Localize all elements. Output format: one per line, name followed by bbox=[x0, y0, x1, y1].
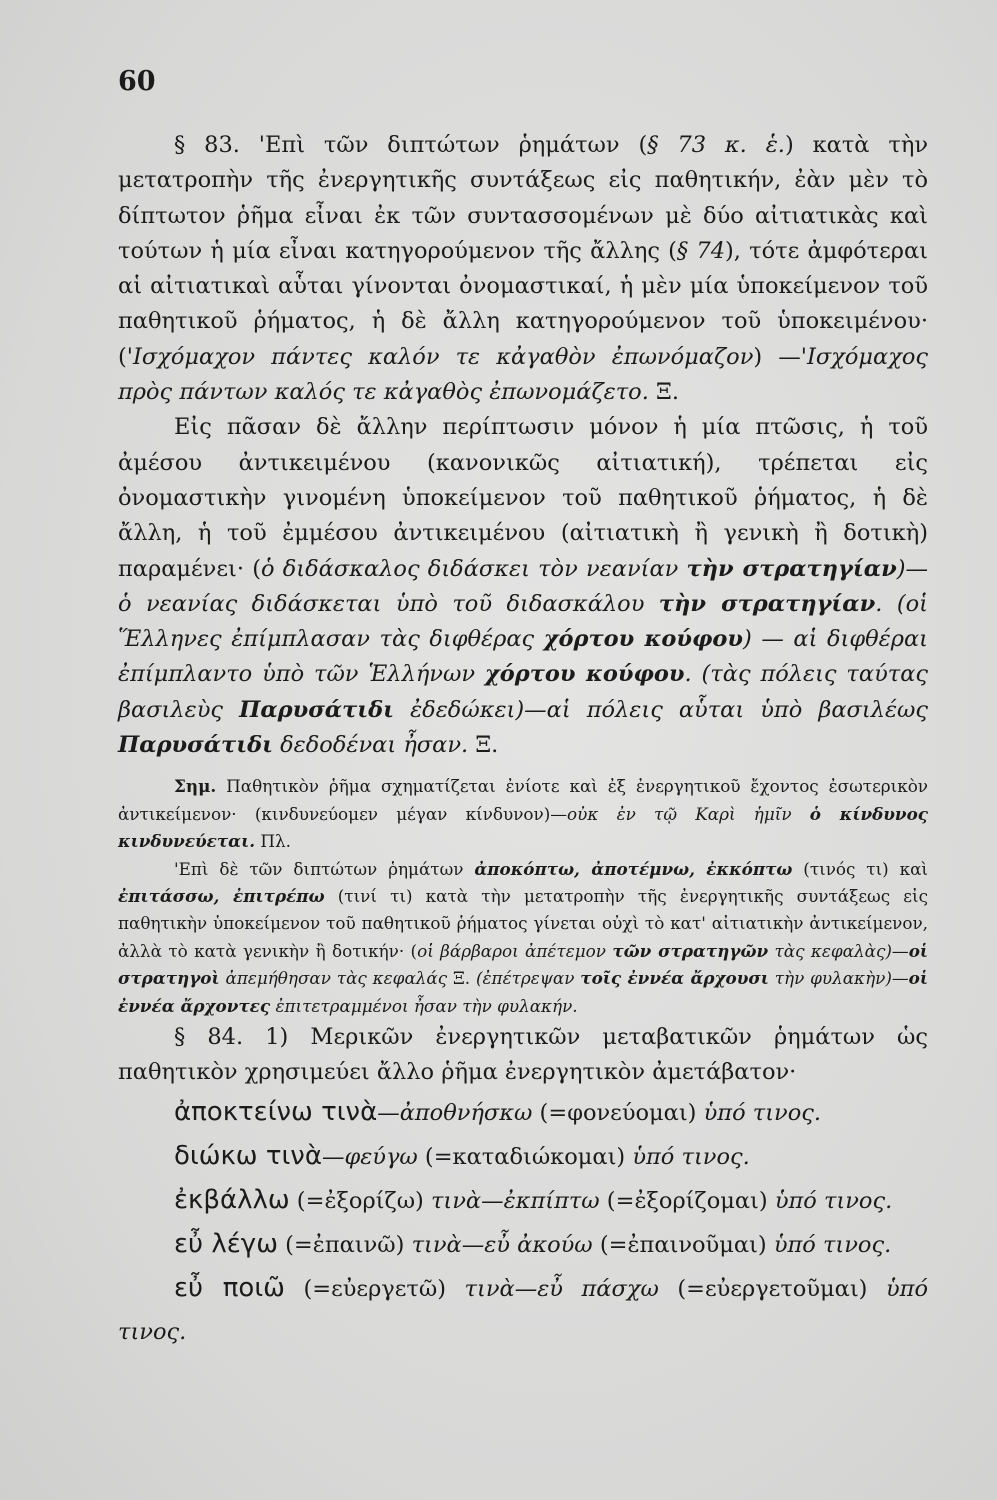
source-abbrev: Ξ. bbox=[648, 379, 680, 406]
note-paragraph-2 bbox=[118, 856, 928, 1020]
section-84-intro: § 84. 1) Μερικῶν ἐνεργητικῶν μεταβατικῶν ῥημάτων ὡς παθητικὸν χρησιμεύει ἄλλο ῥῆμα ἐνεργητικὸν ἀμετάβατον· bbox=[118, 1024, 928, 1086]
text-run: Παθητικὸν ῥῆμα σχηματίζεται ἐνίοτε καὶ ἐξ ἐνεργητικοῦ ἔχοντος ἐσωτερικὸν ἀντικείμενον· (κινδυνεύομεν μέγαν κίνδυνον)— bbox=[118, 776, 928, 824]
verb-gloss: (=ἐξορίζω) bbox=[289, 1187, 431, 1214]
text-run: ) κατὰ τὴν μετατροπὴν τῆς ἐνεργητικῆς συντάξεως εἰς παθητικήν, ἐὰν μὲν τὸ δίπτωτον ῥῆμα εἶναι ἐκ τῶν συντασσομένων μὲ δύο αἰτιατικὰς καὶ τούτων ἡ μία εἶναι κατηγορούμενον τῆς ἄλλης ( bbox=[118, 132, 928, 264]
example-text: τὴν φυλακὴν)— bbox=[774, 968, 909, 989]
section-reference: § 74 bbox=[676, 237, 726, 264]
agent-phrase: ὑπό τινος. bbox=[703, 1099, 822, 1126]
example-emphasis: οἱ στρατηγοὶ bbox=[118, 940, 929, 989]
verb-row bbox=[118, 1091, 928, 1135]
verb-gloss: (=φονεύομαι) bbox=[532, 1099, 704, 1126]
verb-substitute: —φεύγω bbox=[321, 1143, 418, 1170]
example-text: δεδοδέναι ἦσαν. bbox=[280, 732, 469, 759]
section-reference: § 73 κ. ἑ. bbox=[647, 132, 785, 158]
text-run: (τινός τι) καὶ bbox=[792, 858, 928, 879]
verb-gloss: (=ἐξορίζομαι) bbox=[599, 1187, 775, 1214]
example-text: ὁ διδάσκαλος διδάσκει τὸν νεανίαν bbox=[260, 555, 679, 582]
verb-gloss: (=ἐπαινοῦμαι) bbox=[592, 1231, 774, 1258]
example-emphasis: τὴν στρατηγίαν bbox=[658, 590, 876, 617]
note-paragraph-1 bbox=[118, 773, 928, 855]
example-text: οἱ βάρβαροι ἀπέτεμον bbox=[417, 940, 606, 961]
agent-phrase: ὑπό τινος. bbox=[118, 1275, 928, 1345]
example-emphasis: ὁ κίνδυνος κινδυνεύεται. bbox=[118, 803, 928, 852]
text-run: 'Επὶ δὲ τῶν διπτώτων ῥημάτων bbox=[174, 858, 475, 879]
agent-phrase: ὑπό τινος. bbox=[632, 1143, 750, 1170]
verb-row bbox=[118, 1135, 928, 1179]
body-text bbox=[118, 128, 928, 1354]
note-heading: Σημ. bbox=[174, 776, 217, 797]
verb-row bbox=[118, 1223, 928, 1267]
example-text: τὰς κεφαλὰς)— bbox=[774, 940, 909, 961]
example-emphasis: ἀποκόπτω, ἀποτέμνω, ἐκκόπτω bbox=[474, 858, 793, 879]
example-text: 'Ισχόμαχος πρὸς πάντων καλός τε κἀγαθὸς ἐπωνομάζετο. bbox=[118, 343, 928, 406]
example-text: (ἐπέτρεψαν bbox=[476, 968, 575, 989]
verb-substitute: τινὰ—ἐκπίπτω bbox=[430, 1187, 600, 1214]
example-emphasis: οἱ ἐννέα ἄρχοντες bbox=[118, 968, 928, 1016]
verb-gloss: (=εὐεργετῶ) bbox=[284, 1275, 465, 1302]
section-83-paragraph-1 bbox=[118, 128, 928, 410]
source-abbrev: Ξ. bbox=[447, 968, 476, 989]
note-block bbox=[118, 773, 928, 1020]
source-abbrev: Πλ. bbox=[255, 831, 291, 852]
verb-gloss: (=καταδιώκομαι) bbox=[417, 1143, 633, 1170]
agent-phrase: ὑπό τινος. bbox=[774, 1187, 893, 1214]
example-emphasis: τὴν στρατηγίαν bbox=[686, 555, 897, 582]
example-text: οὐκ ἐν τῷ Καρὶ ἡμῖν bbox=[567, 803, 792, 824]
example-text: ἐπιτετραμμένοι ἦσαν τὴν φυλακήν. bbox=[275, 995, 578, 1016]
text-run: (τινί τι) κατὰ τὴν μετατροπὴν τῆς ἐνεργητικῆς συντάξεως εἰς παθητικὴν ὑποκείμενον τοῦ παθητικοῦ ῥήματος γίνεται οὐχὶ τὸ κατ' αἰτιατικὴν ἀντικείμενον, ἀλλὰ τὸ κατὰ γενικὴν ἢ δοτικήν· ( bbox=[118, 885, 928, 961]
example-emphasis: τῶν στρατηγῶν bbox=[612, 940, 769, 961]
example-emphasis: Παρυσάτιδι bbox=[239, 696, 395, 723]
verb-list bbox=[118, 1091, 928, 1354]
verb-active: ἀποκτείνω τινὰ bbox=[174, 1096, 378, 1127]
example-emphasis: Παρυσάτιδι bbox=[118, 732, 273, 759]
example-emphasis: χόρτου κούφου bbox=[484, 661, 685, 688]
text-run: ) — bbox=[753, 343, 801, 370]
verb-active: εὖ λέγω bbox=[174, 1228, 278, 1259]
section-83-paragraph-2 bbox=[118, 410, 928, 763]
text-run: ), τότε ἀμφότεραι αἱ αἰτιατικαὶ αὗται γίνονται ὀνομαστικαί, ἡ μὲν μία ὑποκείμενον τοῦ παθητικοῦ ῥήματος, ἡ δὲ ἄλλη κατηγορούμενον τοῦ ὑποκειμένου· ( bbox=[118, 237, 928, 370]
source-abbrev: Ξ. bbox=[468, 732, 499, 759]
example-text: . (τὰς πόλεις ταύτας βασιλεὺς bbox=[118, 661, 928, 723]
example-text: )—ὁ νεανίας διδάσκεται ὑπὸ τοῦ διδασκάλου bbox=[118, 555, 928, 617]
example-text: ἀπεμήθησαν τὰς κεφαλάς bbox=[225, 968, 448, 989]
example-text: 'Ισχόμαχον πάντες καλόν τε κἀγαθὸν ἐπωνόμαζον bbox=[126, 343, 754, 370]
verb-row bbox=[118, 1267, 928, 1354]
verb-substitute: —ἀποθνήσκω bbox=[377, 1099, 533, 1126]
agent-phrase: ὑπό τινος. bbox=[773, 1231, 892, 1258]
example-text: . (οἱ Ἕλληνες ἐπίμπλασαν τὰς διφθέρας bbox=[118, 590, 928, 653]
verb-row bbox=[118, 1179, 928, 1223]
text-run: Εἰς πᾶσαν δὲ ἄλλην περίπτωσιν μόνον ἡ μία πτῶσις, ἡ τοῦ ἀμέσου ἀντικειμένου (κανονικῶς αἰτιατική), τρέπεται εἰς ὀνομαστικὴν γινομένη ὑποκείμενον τοῦ παθητικοῦ ῥήματος, ἡ δὲ ἄλλη, ἡ τοῦ ἐμμέσου ἀντικειμένου (αἰτιατικὴ ἢ γενικὴ ἢ δοτικὴ) παραμένει· ( bbox=[118, 414, 928, 582]
page-number: 60 bbox=[118, 66, 156, 97]
verb-gloss: (=εὐεργετοῦμαι) bbox=[658, 1275, 886, 1302]
example-emphasis: τοῖς ἐννέα ἄρχουσι bbox=[580, 968, 769, 989]
verb-active: ἐκβάλλω bbox=[174, 1184, 290, 1215]
example-text: ἐδεδώκει)—αἱ πόλεις αὗται ὑπὸ βασιλέως bbox=[410, 696, 928, 723]
text-run: § 83. 'Επὶ τῶν διπτώτων ῥημάτων ( bbox=[174, 132, 648, 158]
verb-active: εὖ ποιῶ bbox=[174, 1272, 285, 1303]
verb-active: διώκω τινὰ bbox=[174, 1140, 322, 1171]
example-emphasis: ἐπιτάσσω, ἐπιτρέπω bbox=[118, 885, 325, 906]
verb-substitute: τινὰ—εὖ ἀκούω bbox=[411, 1231, 593, 1258]
verb-gloss: (=ἐπαινῶ) bbox=[277, 1231, 412, 1258]
example-emphasis: χόρτου κούφου bbox=[543, 626, 743, 653]
verb-substitute: τινὰ—εὖ πάσχω bbox=[464, 1275, 659, 1302]
example-text: ) — αἱ διφθέραι ἐπίμπλαντο ὑπὸ τῶν Ἑλλήνων bbox=[118, 626, 928, 688]
